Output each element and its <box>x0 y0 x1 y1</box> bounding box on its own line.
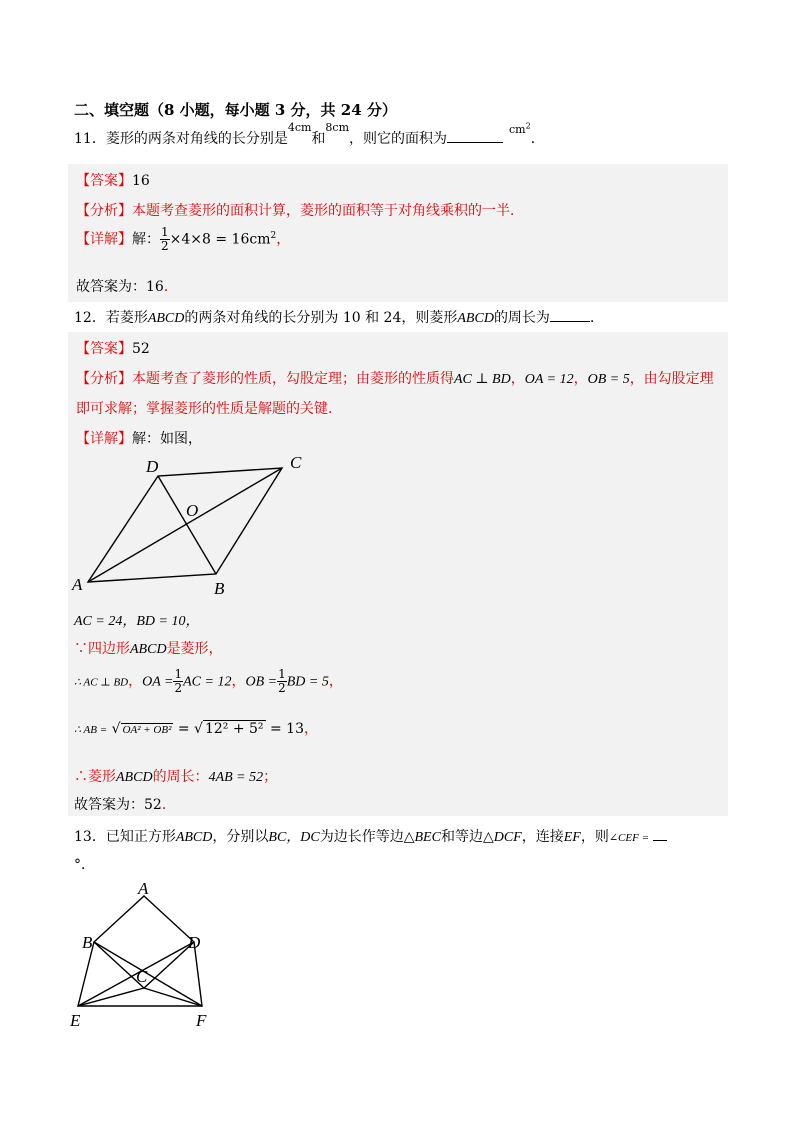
square-triangles-figure <box>62 882 232 1034</box>
detail-step-5: ∴菱形ABCD的周长：4AB = 52； <box>74 769 278 785</box>
diagonal-ac <box>88 468 282 582</box>
answer-line: 【答案】52 <box>76 341 150 357</box>
final-answer-line: 故答案为：16． <box>76 279 178 295</box>
question-text: 和等边 <box>440 829 483 845</box>
value-8cm: 8cm <box>325 121 350 134</box>
question-number: 13． <box>74 829 106 845</box>
question-13 <box>74 826 667 846</box>
label-d: D <box>146 457 159 476</box>
label-e: E <box>70 1011 81 1030</box>
question-number: 12． <box>74 310 106 326</box>
question-text: 和 <box>311 131 326 147</box>
question-12 <box>74 307 604 327</box>
question-text: ，分别以 <box>212 829 269 845</box>
math-triangle-dcf: △DCF <box>482 830 522 845</box>
analysis-line: 【分析】本题考查菱形的面积计算，菱形的面积等于对角线乘积的一半． <box>76 203 524 219</box>
analysis-line-2: 即可求解；掌握菱形的性质是解题的关键． <box>76 401 342 417</box>
math-angle-cef: ∠CEF = <box>608 832 650 844</box>
label-c: C <box>290 453 302 472</box>
detail-step-4: ∴ AB = √ OA² + OB² = √ 12² + 5² = 13， <box>74 721 318 737</box>
question-end: ． <box>530 131 545 147</box>
question-text: ，则 <box>580 829 609 845</box>
section-title: 二、填空题（8 小题，每小题 3 分，共 24 分） <box>74 101 397 119</box>
math-abcd: ABCD <box>175 830 213 845</box>
question-text: 为边长作等边 <box>319 829 404 845</box>
segment-fb <box>94 942 202 1006</box>
label-f: F <box>196 1011 207 1030</box>
rhombus-figure <box>68 452 328 600</box>
label-a: A <box>138 882 149 898</box>
answer-line: 【答案】16 <box>76 173 150 189</box>
math-bc-dc: BC，DC <box>268 830 320 845</box>
answer-blank <box>653 840 667 841</box>
math-ef: EF <box>563 830 581 845</box>
analysis-line: 【分析】本题考查了菱形的性质，勾股定理；由菱形的性质得AC ⊥ BD，OA = 12，OB = 5，由勾股定理 <box>76 371 714 387</box>
math-triangle-bec: △BEC <box>403 830 441 845</box>
label-b: B <box>214 579 225 598</box>
diagonal-bd <box>158 476 216 574</box>
answer-blank <box>550 321 590 322</box>
detail-line: 【详解】解： $\frac{1}{2}$ $\times 4\times 8 = 16cm^2$， <box>76 225 291 253</box>
solution-box-11 <box>68 164 728 302</box>
math-abcd: ABCD <box>147 311 185 326</box>
label-d: D <box>188 933 201 952</box>
detail-step-1: AC = 24，BD = 10， <box>74 614 200 629</box>
detail-step-3: ∴ AC ⊥ BD，OA = $\frac{1}{2}$ AC = 12，OB = $\frac{1}{2}$ BD = 5， <box>74 667 343 695</box>
question-number: 11． <box>74 131 106 147</box>
label-b: B <box>82 933 93 952</box>
unit-label: cm2 <box>509 121 531 136</box>
label-o: O <box>186 501 199 520</box>
question-text: 菱形的两条对角线的长分别是 <box>105 131 288 147</box>
answer-blank <box>447 142 503 143</box>
math-abcd: ABCD <box>457 311 494 326</box>
value-4cm: 4cm <box>287 121 312 134</box>
question-end: ． <box>589 310 604 326</box>
question-text: ，则它的面积为 <box>349 131 448 147</box>
question-text: ，连接 <box>521 829 564 845</box>
question-text: 的两条对角线的长分别为 10 和 24，则菱形 <box>184 310 458 326</box>
question-text: 若菱形 <box>105 310 148 326</box>
detail-step-2: ∵四边形ABCD是菱形， <box>74 641 223 657</box>
question-13-line-2: °． <box>74 857 95 873</box>
detail-line: 【详解】解：如图， <box>76 431 202 447</box>
label-c: C <box>136 967 148 986</box>
label-a: A <box>72 575 83 594</box>
question-11 <box>74 121 545 148</box>
solution-box-12 <box>68 332 728 816</box>
question-text: 的周长为 <box>493 310 550 326</box>
final-answer-line: 故答案为：52． <box>74 797 176 813</box>
question-text: 已知正方形 <box>105 829 176 845</box>
